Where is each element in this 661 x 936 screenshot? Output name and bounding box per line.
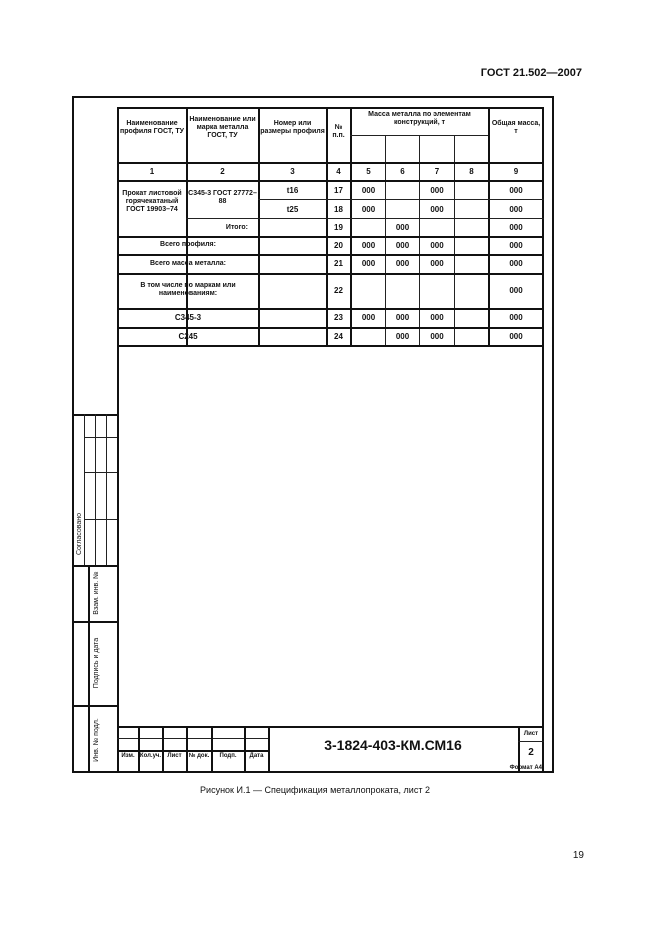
col-number-1: 1 xyxy=(149,167,155,176)
row20-num: 20 xyxy=(334,241,343,250)
stamp-podp: Подп. xyxy=(219,753,237,759)
row23-c7: 000 xyxy=(430,313,444,322)
row21-c5: 000 xyxy=(361,259,376,268)
row22-num: 22 xyxy=(334,286,343,295)
header-mass-group: Масса металла по элементам конструкций, т xyxy=(368,111,471,126)
row18-c5: 000 xyxy=(361,205,376,214)
stamp-data: Дата xyxy=(249,753,264,759)
side-line xyxy=(84,472,117,473)
stamp-line xyxy=(244,726,246,773)
side-line xyxy=(74,414,118,416)
profile-name: Прокат листовой горячекатаный ГОСТ 19903–74 xyxy=(122,190,182,213)
format-label: Формат А4 xyxy=(509,765,542,771)
col-number-6: 6 xyxy=(400,167,405,176)
side-soglasovano: Согласовано xyxy=(76,512,83,556)
stamp-izm: Изм. xyxy=(121,753,135,759)
row-line xyxy=(350,135,488,136)
side-inv-podl: Инв. № подл. xyxy=(93,718,100,762)
row24-c9: 000 xyxy=(509,332,523,341)
header-profile-name: Наименование профиля ГОСТ, ТУ xyxy=(120,120,184,135)
row20-c5: 000 xyxy=(361,241,376,250)
stamp-kol-uch: Кол.уч. xyxy=(139,753,162,759)
stamp-line xyxy=(186,726,188,773)
col-line xyxy=(350,107,352,346)
header-total-mass: Общая масса, т xyxy=(491,120,541,135)
row23-num: 23 xyxy=(334,313,343,322)
row-line xyxy=(117,345,544,347)
row19-num: 19 xyxy=(334,223,343,232)
stamp-line xyxy=(518,741,544,742)
row-line xyxy=(258,199,544,200)
stamp-line xyxy=(138,726,140,773)
stamp-line xyxy=(117,726,544,728)
steel-grade: С345-3 ГОСТ 27772–88 xyxy=(188,190,257,205)
row18-c7: 000 xyxy=(430,205,444,214)
row21-c7: 000 xyxy=(430,259,444,268)
row22-label: В том числе по маркам или наименованиям: xyxy=(140,282,236,297)
stamp-list: Лист xyxy=(167,753,182,759)
row18-num: 18 xyxy=(334,205,343,214)
row-line xyxy=(117,254,544,256)
row17-num: 17 xyxy=(334,186,343,195)
row-line xyxy=(117,162,544,164)
row17-size: t16 xyxy=(286,186,299,195)
row21-num: 21 xyxy=(334,259,343,268)
row23-label: С345-3 xyxy=(174,313,202,322)
col-number-7: 7 xyxy=(434,167,440,176)
row23-c9: 000 xyxy=(509,313,523,322)
row-line xyxy=(117,236,544,238)
row20-c9: 000 xyxy=(509,241,523,250)
stamp-line xyxy=(211,726,213,773)
side-line xyxy=(88,565,90,773)
row24-num: 24 xyxy=(334,332,343,341)
row21-c9: 000 xyxy=(509,259,523,268)
stamp-sheet-number: 2 xyxy=(528,747,534,758)
row17-c5: 000 xyxy=(361,186,376,195)
row17-c9: 000 xyxy=(509,186,523,195)
row19-c6: 000 xyxy=(395,223,410,232)
header-profile-size: Номер или размеры профиля xyxy=(260,120,325,135)
side-line xyxy=(84,519,117,520)
row20-label: Всего профиля: xyxy=(160,241,216,248)
stamp-sheet-label: Лист xyxy=(523,731,539,737)
row22-c9: 000 xyxy=(509,286,523,295)
col-number-3: 3 xyxy=(290,167,295,176)
side-line xyxy=(84,437,117,438)
row18-c9: 000 xyxy=(509,205,523,214)
row20-c6: 000 xyxy=(395,241,410,250)
row24-label: С245 xyxy=(178,332,198,341)
page-number: 19 xyxy=(572,850,584,861)
row21-label: Всего масса металла: xyxy=(150,260,226,267)
row-line xyxy=(117,180,544,182)
stamp-line xyxy=(162,726,164,773)
col-number-2: 2 xyxy=(220,167,225,176)
row21-c6: 000 xyxy=(395,259,410,268)
row-line xyxy=(186,218,544,219)
gost-number: ГОСТ 21.502—2007 xyxy=(480,67,582,79)
document-code: 3-1824-403-КМ.СМ16 xyxy=(324,737,462,753)
col-number-9: 9 xyxy=(513,167,519,176)
row-line xyxy=(117,308,544,310)
col-number-4: 4 xyxy=(336,167,341,176)
row18-size: t25 xyxy=(286,205,299,214)
row24-c6: 000 xyxy=(395,332,410,341)
row17-c7: 000 xyxy=(430,186,444,195)
row19-label: Итого: xyxy=(225,224,248,231)
col-line xyxy=(258,107,260,346)
header-metal-grade: Наименование или марка металла ГОСТ, ТУ xyxy=(189,116,256,139)
row19-c9: 000 xyxy=(509,223,523,232)
row24-c7: 000 xyxy=(430,332,444,341)
side-podpis-data: Подпись и дата xyxy=(93,637,100,689)
header-item-number: № п.п. xyxy=(332,124,345,139)
col-number-5: 5 xyxy=(366,167,371,176)
stamp-n-dok: № док. xyxy=(188,753,210,759)
row23-c6: 000 xyxy=(395,313,410,322)
row-line xyxy=(117,327,544,329)
row-line xyxy=(117,273,544,275)
row23-c5: 000 xyxy=(361,313,376,322)
row20-c7: 000 xyxy=(430,241,444,250)
figure-caption: Рисунок И.1 — Спецификация металлопроката, лист 2 xyxy=(200,785,430,795)
col-number-8: 8 xyxy=(469,167,474,176)
side-vzam-inv: Взам. инв. № xyxy=(93,571,100,615)
